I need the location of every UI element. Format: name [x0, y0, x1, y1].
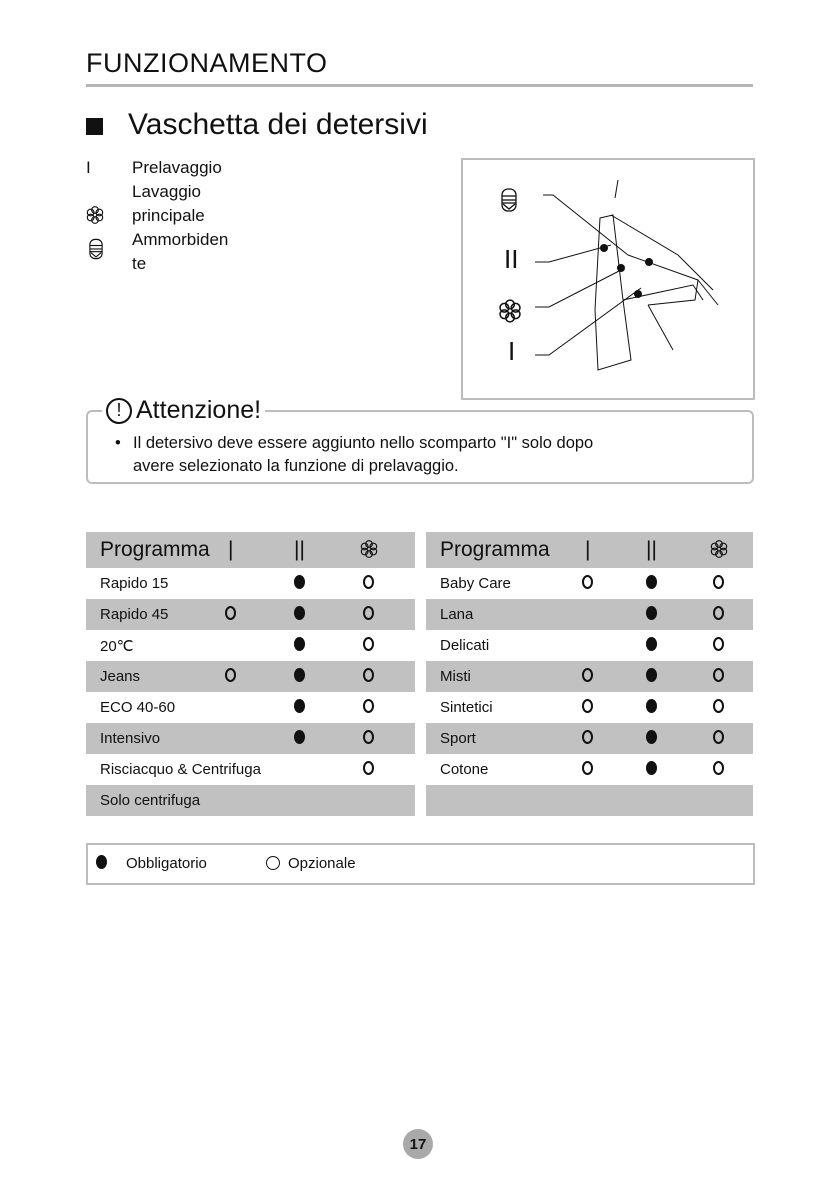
optional-circle-icon — [582, 575, 593, 589]
mandatory-dot-icon — [646, 668, 657, 682]
exclamation-icon: ! — [106, 398, 132, 424]
header-program: Programma — [100, 538, 210, 561]
attention-line-1: Il detersivo deve essere aggiunto nello scomparto "I" solo dopo — [133, 434, 594, 452]
table-row — [426, 661, 753, 692]
program-name: ECO 40-60 — [100, 699, 176, 716]
program-name: Rapido 45 — [100, 606, 169, 623]
table-header — [426, 532, 753, 568]
softener-label-line2: te — [132, 254, 147, 273]
optional-circle-icon — [582, 761, 593, 775]
mandatory-dot-icon — [96, 855, 107, 869]
table-row — [426, 692, 753, 723]
optional-circle-icon — [713, 606, 724, 620]
mandatory-dot-icon — [294, 606, 305, 620]
optional-circle-icon — [363, 730, 374, 744]
page-number: 17 — [403, 1129, 433, 1159]
mandatory-dot-icon — [646, 575, 657, 589]
table-row — [426, 568, 753, 599]
header-mainwash: || — [294, 538, 305, 561]
table-row — [86, 723, 415, 754]
softener-label-line1: Ammorbiden — [132, 230, 229, 249]
program-name: Sport — [440, 730, 476, 747]
table-row — [86, 754, 415, 785]
optional-circle-icon — [713, 668, 724, 682]
mandatory-dot-icon — [294, 699, 305, 713]
program-table-right — [426, 532, 753, 816]
flower-icon — [500, 300, 520, 322]
optional-circle-icon — [713, 761, 724, 775]
prewash-label: Prelavaggio — [132, 158, 222, 177]
optional-circle-icon — [363, 575, 374, 589]
flower-icon — [85, 205, 105, 225]
table-row — [426, 599, 753, 630]
program-table-left — [86, 532, 415, 816]
section-title: Vaschetta dei detersivi — [128, 108, 428, 141]
optional-circle-icon — [582, 668, 593, 682]
detergent-drawer-diagram — [461, 158, 755, 400]
optional-circle-icon — [363, 606, 374, 620]
optional-circle-icon — [713, 730, 724, 744]
table-header — [86, 532, 415, 568]
optional-circle-icon — [363, 761, 374, 775]
mandatory-dot-icon — [646, 730, 657, 744]
optional-circle-icon — [363, 637, 374, 651]
table-row — [86, 599, 415, 630]
flower-icon — [709, 538, 729, 560]
mandatory-dot-icon — [294, 730, 305, 744]
mandatory-dot-icon — [294, 668, 305, 682]
optional-circle-icon — [582, 699, 593, 713]
table-row — [426, 630, 753, 661]
optional-circle-icon — [363, 668, 374, 682]
optional-circle-icon — [582, 730, 593, 744]
optional-circle-icon — [225, 606, 236, 620]
optional-circle-icon — [266, 856, 280, 870]
table-row — [86, 568, 415, 599]
program-name: Intensivo — [100, 730, 161, 747]
program-name: Rapido 15 — [100, 575, 169, 592]
mandatory-dot-icon — [646, 637, 657, 651]
header-mainwash: || — [646, 538, 657, 561]
diagram-label-prewash: I — [508, 336, 516, 366]
table-row — [86, 630, 415, 661]
legend — [86, 843, 755, 885]
program-name: 20℃ — [100, 638, 134, 655]
legend-optional: Opzionale — [288, 855, 356, 872]
title-divider — [86, 84, 753, 87]
softener-icon — [89, 238, 103, 260]
attention-line-2: avere selezionato la funzione di prelavaggio. — [133, 457, 459, 475]
legend-mandatory: Obbligatorio — [126, 855, 207, 872]
optional-circle-icon — [713, 575, 724, 589]
table-row — [426, 723, 753, 754]
program-name: Lana — [440, 606, 474, 623]
header-prewash: | — [228, 538, 234, 561]
mandatory-dot-icon — [646, 606, 657, 620]
program-name: Solo centrifuga — [100, 792, 201, 809]
table-row — [86, 661, 415, 692]
program-name: Risciacquo & Centrifuga — [100, 761, 261, 778]
program-name: Jeans — [100, 668, 141, 685]
section-bullet-icon — [86, 118, 103, 135]
attention-text — [115, 432, 593, 478]
optional-circle-icon — [225, 668, 236, 682]
mandatory-dot-icon — [294, 575, 305, 589]
program-name: Misti — [440, 668, 471, 685]
optional-circle-icon — [713, 699, 724, 713]
drawer-illustration — [463, 160, 753, 398]
optional-circle-icon — [713, 637, 724, 651]
prewash-symbol: I — [86, 158, 91, 177]
program-name: Delicati — [440, 637, 490, 654]
mandatory-dot-icon — [646, 699, 657, 713]
table-row — [426, 754, 753, 785]
header-prewash: | — [585, 538, 591, 561]
softener-icon — [502, 189, 516, 211]
attention-heading — [102, 396, 265, 425]
header-program: Programma — [440, 538, 550, 561]
program-name: Sintetici — [440, 699, 493, 716]
optional-circle-icon — [363, 699, 374, 713]
program-name: Baby Care — [440, 575, 511, 592]
flower-icon — [359, 538, 379, 560]
page-title: FUNZIONAMENTO — [86, 48, 328, 78]
table-row — [86, 692, 415, 723]
mainwash-label-line2: principale — [132, 206, 205, 225]
diagram-label-mainwash: II — [504, 244, 519, 274]
mandatory-dot-icon — [294, 637, 305, 651]
table-row — [426, 785, 753, 816]
mandatory-dot-icon — [646, 761, 657, 775]
program-name: Cotone — [440, 761, 489, 778]
attention-title: Attenzione! — [136, 396, 262, 424]
bullet-icon: • — [115, 434, 121, 452]
table-row — [86, 785, 415, 816]
mainwash-label-line1: Lavaggio — [132, 182, 202, 201]
